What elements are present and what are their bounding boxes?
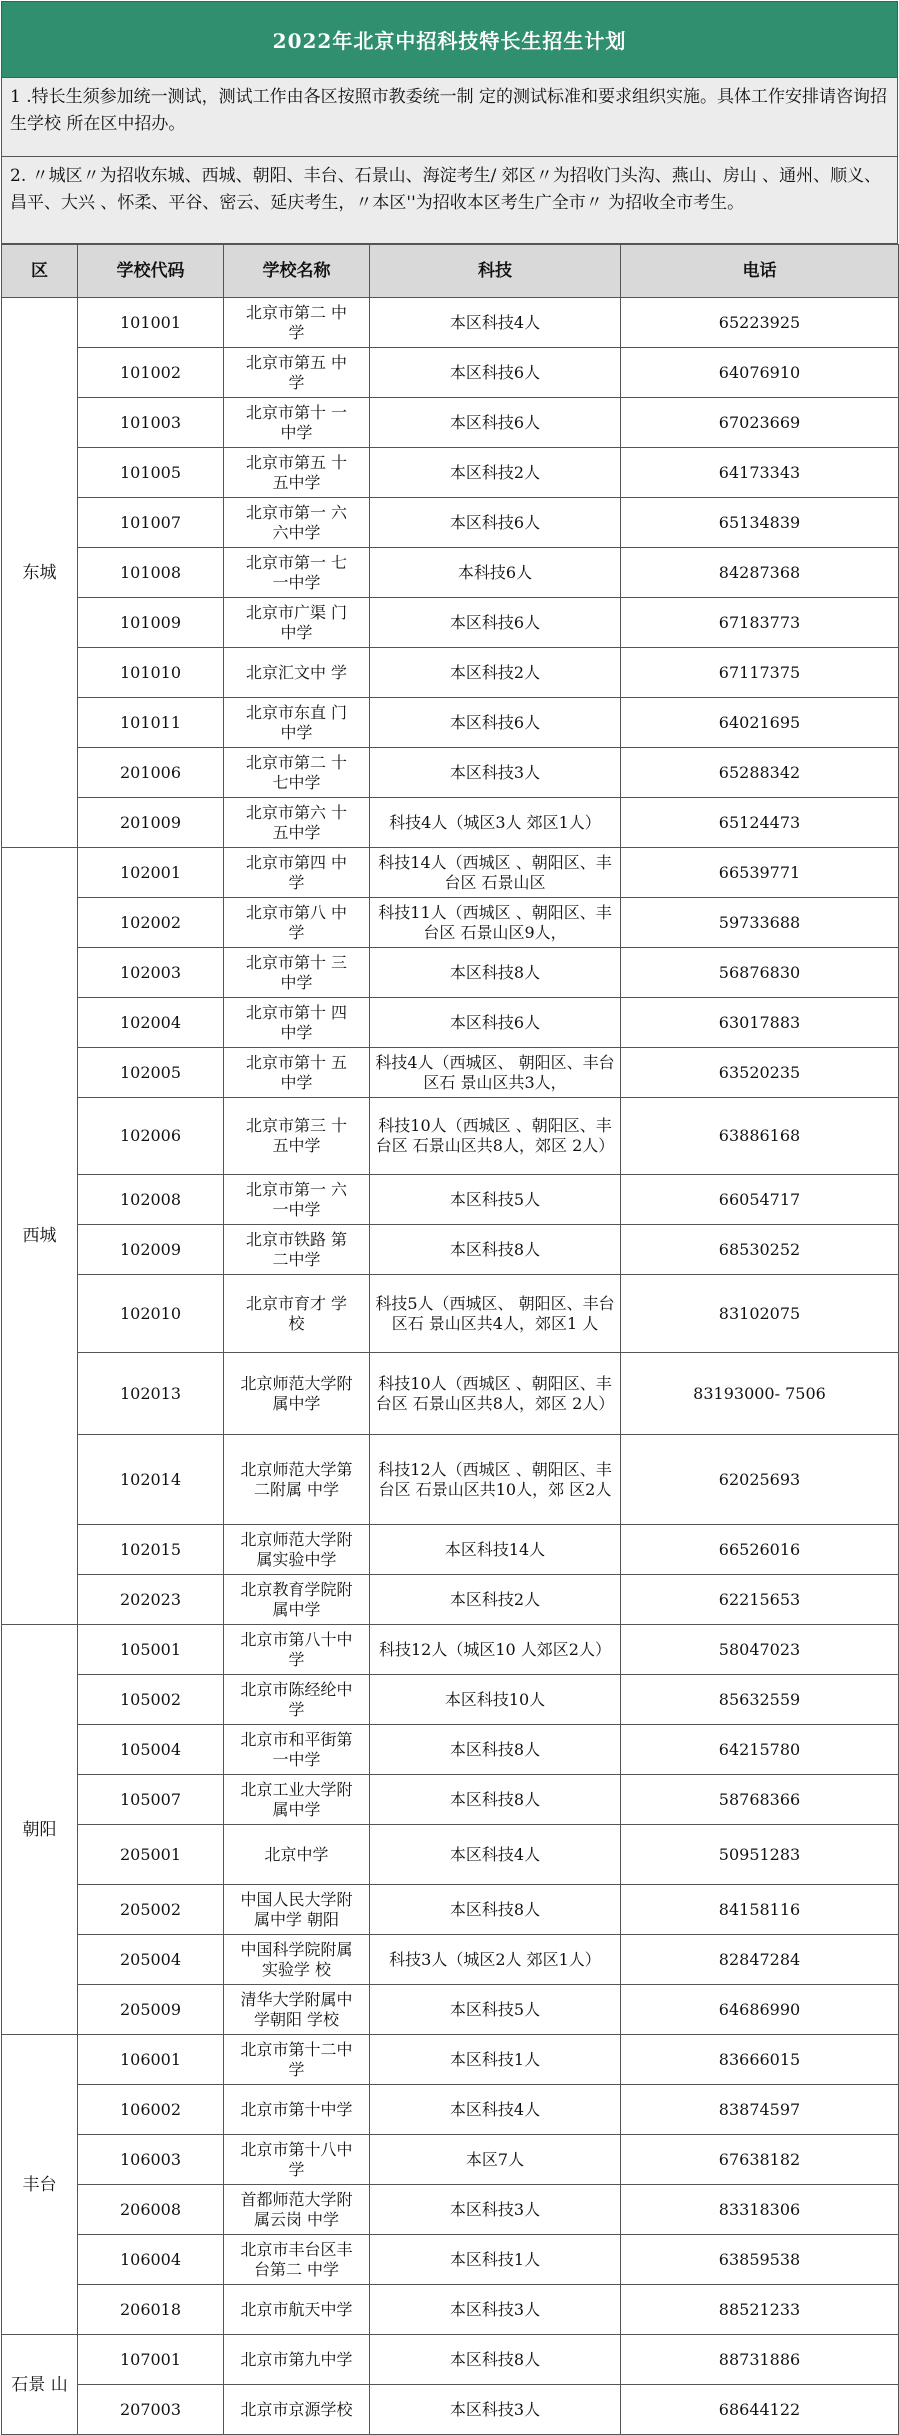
school-code-cell: 201006 xyxy=(78,748,224,798)
table-row xyxy=(2,548,899,598)
tech-plan-cell: 本区科技6人 xyxy=(370,348,621,398)
school-code-cell: 101001 xyxy=(78,298,224,348)
school-code-cell: 206018 xyxy=(78,2285,224,2335)
tech-plan-cell: 本区科技2人 xyxy=(370,1575,621,1625)
header-district: 区 xyxy=(2,245,78,298)
table-row xyxy=(2,1435,899,1525)
tech-plan-cell: 本区科技6人 xyxy=(370,498,621,548)
table-row xyxy=(2,2185,899,2235)
tech-plan-cell: 本区科技2人 xyxy=(370,448,621,498)
school-name-cell: 北京中学 xyxy=(224,1825,370,1885)
tech-plan-cell: 本区科技1人 xyxy=(370,2235,621,2285)
tech-plan-cell: 本区科技14人 xyxy=(370,1525,621,1575)
tech-plan-cell: 科技5人（西城区、 朝阳区、丰台区石 景山区共4人，郊区1 人 xyxy=(370,1275,621,1353)
table-row xyxy=(2,298,899,348)
school-code-cell: 101007 xyxy=(78,498,224,548)
table-row xyxy=(2,948,899,998)
table-row xyxy=(2,1625,899,1675)
tech-plan-cell: 本区科技8人 xyxy=(370,1885,621,1935)
table-row xyxy=(2,998,899,1048)
tech-plan-cell: 科技3人（城区2人 郊区1人） xyxy=(370,1935,621,1985)
school-code-cell: 105001 xyxy=(78,1625,224,1675)
school-code-cell: 105004 xyxy=(78,1725,224,1775)
table-row xyxy=(2,2335,899,2385)
school-code-cell: 206008 xyxy=(78,2185,224,2235)
phone-cell: 64215780 xyxy=(621,1725,899,1775)
tech-plan-cell: 本区科技6人 xyxy=(370,998,621,1048)
phone-cell: 83666015 xyxy=(621,2035,899,2085)
school-name-cell: 北京市第一 六一中学 xyxy=(224,1175,370,1225)
school-code-cell: 202023 xyxy=(78,1575,224,1625)
school-code-cell: 102003 xyxy=(78,948,224,998)
phone-cell: 83193000- 7506 xyxy=(621,1353,899,1435)
school-name-cell: 北京市育才 学校 xyxy=(224,1275,370,1353)
table-row xyxy=(2,898,899,948)
table-row xyxy=(2,1048,899,1098)
school-code-cell: 102015 xyxy=(78,1525,224,1575)
phone-cell: 62025693 xyxy=(621,1435,899,1525)
school-name-cell: 北京市第一 七一中学 xyxy=(224,548,370,598)
school-code-cell: 101008 xyxy=(78,548,224,598)
school-name-cell: 北京市第六 十五中学 xyxy=(224,798,370,848)
table-row xyxy=(2,2135,899,2185)
table-row xyxy=(2,1675,899,1725)
tech-plan-cell: 本区科技5人 xyxy=(370,1175,621,1225)
phone-cell: 50951283 xyxy=(621,1825,899,1885)
table-row xyxy=(2,2035,899,2085)
table-row xyxy=(2,1175,899,1225)
school-name-cell: 北京师范大学附属中学 xyxy=(224,1353,370,1435)
phone-cell: 65134839 xyxy=(621,498,899,548)
phone-cell: 88521233 xyxy=(621,2285,899,2335)
tech-plan-cell: 本区科技6人 xyxy=(370,598,621,648)
tech-plan-cell: 科技4人（西城区、 朝阳区、丰台区石 景山区共3人， xyxy=(370,1048,621,1098)
phone-cell: 58047023 xyxy=(621,1625,899,1675)
school-code-cell: 102002 xyxy=(78,898,224,948)
table-body xyxy=(2,298,899,2435)
tech-plan-cell: 本区科技8人 xyxy=(370,1225,621,1275)
table-row xyxy=(2,448,899,498)
phone-cell: 83874597 xyxy=(621,2085,899,2135)
school-code-cell: 106002 xyxy=(78,2085,224,2135)
table-row xyxy=(2,1935,899,1985)
district-cell: 丰台 xyxy=(2,2035,78,2335)
school-name-cell: 北京市第三 十五中学 xyxy=(224,1098,370,1175)
school-code-cell: 101011 xyxy=(78,698,224,748)
table-row xyxy=(2,348,899,398)
school-code-cell: 106003 xyxy=(78,2135,224,2185)
phone-cell: 65223925 xyxy=(621,298,899,348)
table-row xyxy=(2,1775,899,1825)
table-row xyxy=(2,2085,899,2135)
table-row xyxy=(2,2385,899,2435)
table-row xyxy=(2,698,899,748)
school-name-cell: 北京市第二 十七中学 xyxy=(224,748,370,798)
school-name-cell: 北京市铁路 第二中学 xyxy=(224,1225,370,1275)
school-code-cell: 101009 xyxy=(78,598,224,648)
phone-cell: 64173343 xyxy=(621,448,899,498)
tech-plan-cell: 本区科技3人 xyxy=(370,2385,621,2435)
school-name-cell: 北京教育学院附属中学 xyxy=(224,1575,370,1625)
phone-cell: 63520235 xyxy=(621,1048,899,1098)
tech-plan-cell: 科技14人（西城区 、朝阳区、丰台区 石景山区 xyxy=(370,848,621,898)
tech-plan-cell: 本区科技4人 xyxy=(370,298,621,348)
header-tech-plan: 科技 xyxy=(370,245,621,298)
district-cell: 西城 xyxy=(2,848,78,1625)
table-header-row xyxy=(2,245,899,298)
school-name-cell: 北京汇文中 学 xyxy=(224,648,370,698)
phone-cell: 68644122 xyxy=(621,2385,899,2435)
tech-plan-cell: 本区科技6人 xyxy=(370,398,621,448)
phone-cell: 65124473 xyxy=(621,798,899,848)
school-code-cell: 101005 xyxy=(78,448,224,498)
tech-plan-cell: 本区科技4人 xyxy=(370,1825,621,1885)
phone-cell: 64021695 xyxy=(621,698,899,748)
school-name-cell: 北京市第十 三中学 xyxy=(224,948,370,998)
district-cell: 东城 xyxy=(2,298,78,848)
school-code-cell: 102005 xyxy=(78,1048,224,1098)
tech-plan-cell: 本区科技8人 xyxy=(370,2335,621,2385)
school-name-cell: 北京市航天中学 xyxy=(224,2285,370,2335)
tech-plan-cell: 本区科技2人 xyxy=(370,648,621,698)
note-1: 1 .特长生须参加统一测试，测试工作由各区按照市教委统一制 定的测试标准和要求组织实施。具体工作安排请咨询招生学校 所在区中招办。 xyxy=(1,78,898,157)
school-name-cell: 北京市第四 中学 xyxy=(224,848,370,898)
table-row xyxy=(2,1885,899,1935)
school-name-cell: 北京市第八十中学 xyxy=(224,1625,370,1675)
phone-cell: 64076910 xyxy=(621,348,899,398)
page-title: 2022年北京中招科技特长生招生计划 xyxy=(1,1,898,78)
tech-plan-cell: 本区科技10人 xyxy=(370,1675,621,1725)
school-code-cell: 101010 xyxy=(78,648,224,698)
phone-cell: 83102075 xyxy=(621,1275,899,1353)
school-code-cell: 205001 xyxy=(78,1825,224,1885)
table-row xyxy=(2,598,899,648)
table-row xyxy=(2,748,899,798)
school-code-cell: 207003 xyxy=(78,2385,224,2435)
table-row xyxy=(2,1525,899,1575)
school-name-cell: 北京市京源学校 xyxy=(224,2385,370,2435)
tech-plan-cell: 本区科技3人 xyxy=(370,2185,621,2235)
tech-plan-cell: 科技10人（西城区 、朝阳区、丰台区 石景山区共8人，郊区 2人） xyxy=(370,1353,621,1435)
school-code-cell: 102004 xyxy=(78,998,224,1048)
table-row xyxy=(2,398,899,448)
phone-cell: 66526016 xyxy=(621,1525,899,1575)
school-name-cell: 中国科学院附属实验学 校 xyxy=(224,1935,370,1985)
school-code-cell: 106001 xyxy=(78,2035,224,2085)
school-code-cell: 105007 xyxy=(78,1775,224,1825)
table-row xyxy=(2,1098,899,1175)
table-row xyxy=(2,1353,899,1435)
school-name-cell: 清华大学附属中学朝阳 学校 xyxy=(224,1985,370,2035)
school-name-cell: 北京市和平街第一中学 xyxy=(224,1725,370,1775)
table-row xyxy=(2,648,899,698)
district-cell: 石景 山 xyxy=(2,2335,78,2435)
enrollment-table xyxy=(1,244,899,2435)
phone-cell: 67638182 xyxy=(621,2135,899,2185)
tech-plan-cell: 本区科技4人 xyxy=(370,2085,621,2135)
phone-cell: 83318306 xyxy=(621,2185,899,2235)
phone-cell: 63886168 xyxy=(621,1098,899,1175)
school-name-cell: 北京市第十 一中学 xyxy=(224,398,370,448)
table-row xyxy=(2,1825,899,1885)
district-cell: 朝阳 xyxy=(2,1625,78,2035)
header-phone: 电话 xyxy=(621,245,899,298)
school-name-cell: 北京市第十 四中学 xyxy=(224,998,370,1048)
phone-cell: 59733688 xyxy=(621,898,899,948)
school-code-cell: 106004 xyxy=(78,2235,224,2285)
school-code-cell: 201009 xyxy=(78,798,224,848)
phone-cell: 88731886 xyxy=(621,2335,899,2385)
school-name-cell: 北京工业大学附属中学 xyxy=(224,1775,370,1825)
table-row xyxy=(2,1575,899,1625)
school-name-cell: 北京市第二 中学 xyxy=(224,298,370,348)
tech-plan-cell: 科技4人（城区3人 郊区1人） xyxy=(370,798,621,848)
school-code-cell: 205009 xyxy=(78,1985,224,2035)
table-row xyxy=(2,498,899,548)
school-name-cell: 北京师范大学附属实验中学 xyxy=(224,1525,370,1575)
school-code-cell: 102009 xyxy=(78,1225,224,1275)
school-name-cell: 北京市第八 中学 xyxy=(224,898,370,948)
table-row xyxy=(2,2285,899,2335)
tech-plan-cell: 科技12人（城区10 人郊区2人） xyxy=(370,1625,621,1675)
tech-plan-cell: 本区科技8人 xyxy=(370,948,621,998)
tech-plan-cell: 本区科技8人 xyxy=(370,1725,621,1775)
school-name-cell: 北京市第五 十五中学 xyxy=(224,448,370,498)
table-row xyxy=(2,1725,899,1775)
phone-cell: 68530252 xyxy=(621,1225,899,1275)
note-2: 2. 〃城区〃为招收东城、西城、朝阳、丰台、石景山、海淀考生/ 郊区〃为招收门头沟、燕山、房山 、通州、顺义、昌平、大兴 、怀柔、平谷、密云、延庆考生，〃本区''为招收本区考生广全市〃 为招收全市考生。 xyxy=(1,157,898,244)
phone-cell: 66539771 xyxy=(621,848,899,898)
tech-plan-cell: 本区科技5人 xyxy=(370,1985,621,2035)
table-row xyxy=(2,848,899,898)
table-row xyxy=(2,798,899,848)
table-row xyxy=(2,1275,899,1353)
tech-plan-cell: 科技11人（西城区 、朝阳区、丰台区 石景山区9人， xyxy=(370,898,621,948)
school-code-cell: 102014 xyxy=(78,1435,224,1525)
school-code-cell: 101003 xyxy=(78,398,224,448)
phone-cell: 65288342 xyxy=(621,748,899,798)
school-code-cell: 205002 xyxy=(78,1885,224,1935)
table-row xyxy=(2,2235,899,2285)
tech-plan-cell: 科技10人（西城区 、朝阳区、丰台区 石景山区共8人，郊区 2人） xyxy=(370,1098,621,1175)
tech-plan-cell: 本科技6人 xyxy=(370,548,621,598)
header-school-code: 学校代码 xyxy=(78,245,224,298)
phone-cell: 82847284 xyxy=(621,1935,899,1985)
school-name-cell: 北京市第十二中学 xyxy=(224,2035,370,2085)
tech-plan-cell: 本区科技3人 xyxy=(370,748,621,798)
phone-cell: 63017883 xyxy=(621,998,899,1048)
school-name-cell: 首都师范大学附属云岗 中学 xyxy=(224,2185,370,2235)
phone-cell: 58768366 xyxy=(621,1775,899,1825)
school-name-cell: 中国人民大学附属中学 朝阳 xyxy=(224,1885,370,1935)
phone-cell: 62215653 xyxy=(621,1575,899,1625)
school-code-cell: 102001 xyxy=(78,848,224,898)
school-name-cell: 北京市第一 六六中学 xyxy=(224,498,370,548)
phone-cell: 67183773 xyxy=(621,598,899,648)
school-code-cell: 107001 xyxy=(78,2335,224,2385)
school-name-cell: 北京市第九中学 xyxy=(224,2335,370,2385)
school-name-cell: 北京市第十 五中学 xyxy=(224,1048,370,1098)
school-name-cell: 北京市东直 门中学 xyxy=(224,698,370,748)
phone-cell: 64686990 xyxy=(621,1985,899,2035)
table-row xyxy=(2,1225,899,1275)
school-name-cell: 北京市丰台区丰台第二 中学 xyxy=(224,2235,370,2285)
phone-cell: 63859538 xyxy=(621,2235,899,2285)
school-name-cell: 北京市陈经纶中学 xyxy=(224,1675,370,1725)
school-code-cell: 102006 xyxy=(78,1098,224,1175)
school-code-cell: 102010 xyxy=(78,1275,224,1353)
school-name-cell: 北京市第十中学 xyxy=(224,2085,370,2135)
school-name-cell: 北京师范大学第二附属 中学 xyxy=(224,1435,370,1525)
phone-cell: 67023669 xyxy=(621,398,899,448)
school-name-cell: 北京市第十八中学 xyxy=(224,2135,370,2185)
tech-plan-cell: 本区科技6人 xyxy=(370,698,621,748)
school-code-cell: 105002 xyxy=(78,1675,224,1725)
enrollment-sheet xyxy=(1,1,898,2435)
phone-cell: 85632559 xyxy=(621,1675,899,1725)
school-name-cell: 北京市广渠 门中学 xyxy=(224,598,370,648)
header-school-name: 学校名称 xyxy=(224,245,370,298)
phone-cell: 66054717 xyxy=(621,1175,899,1225)
school-code-cell: 102013 xyxy=(78,1353,224,1435)
tech-plan-cell: 本区7人 xyxy=(370,2135,621,2185)
school-code-cell: 101002 xyxy=(78,348,224,398)
phone-cell: 84287368 xyxy=(621,548,899,598)
tech-plan-cell: 本区科技8人 xyxy=(370,1775,621,1825)
tech-plan-cell: 科技12人（西城区 、朝阳区、丰台区 石景山区共10人，郊 区2人 xyxy=(370,1435,621,1525)
school-code-cell: 205004 xyxy=(78,1935,224,1985)
school-code-cell: 102008 xyxy=(78,1175,224,1225)
school-name-cell: 北京市第五 中学 xyxy=(224,348,370,398)
phone-cell: 67117375 xyxy=(621,648,899,698)
phone-cell: 84158116 xyxy=(621,1885,899,1935)
tech-plan-cell: 本区科技3人 xyxy=(370,2285,621,2335)
phone-cell: 56876830 xyxy=(621,948,899,998)
table-row xyxy=(2,1985,899,2035)
tech-plan-cell: 本区科技1人 xyxy=(370,2035,621,2085)
